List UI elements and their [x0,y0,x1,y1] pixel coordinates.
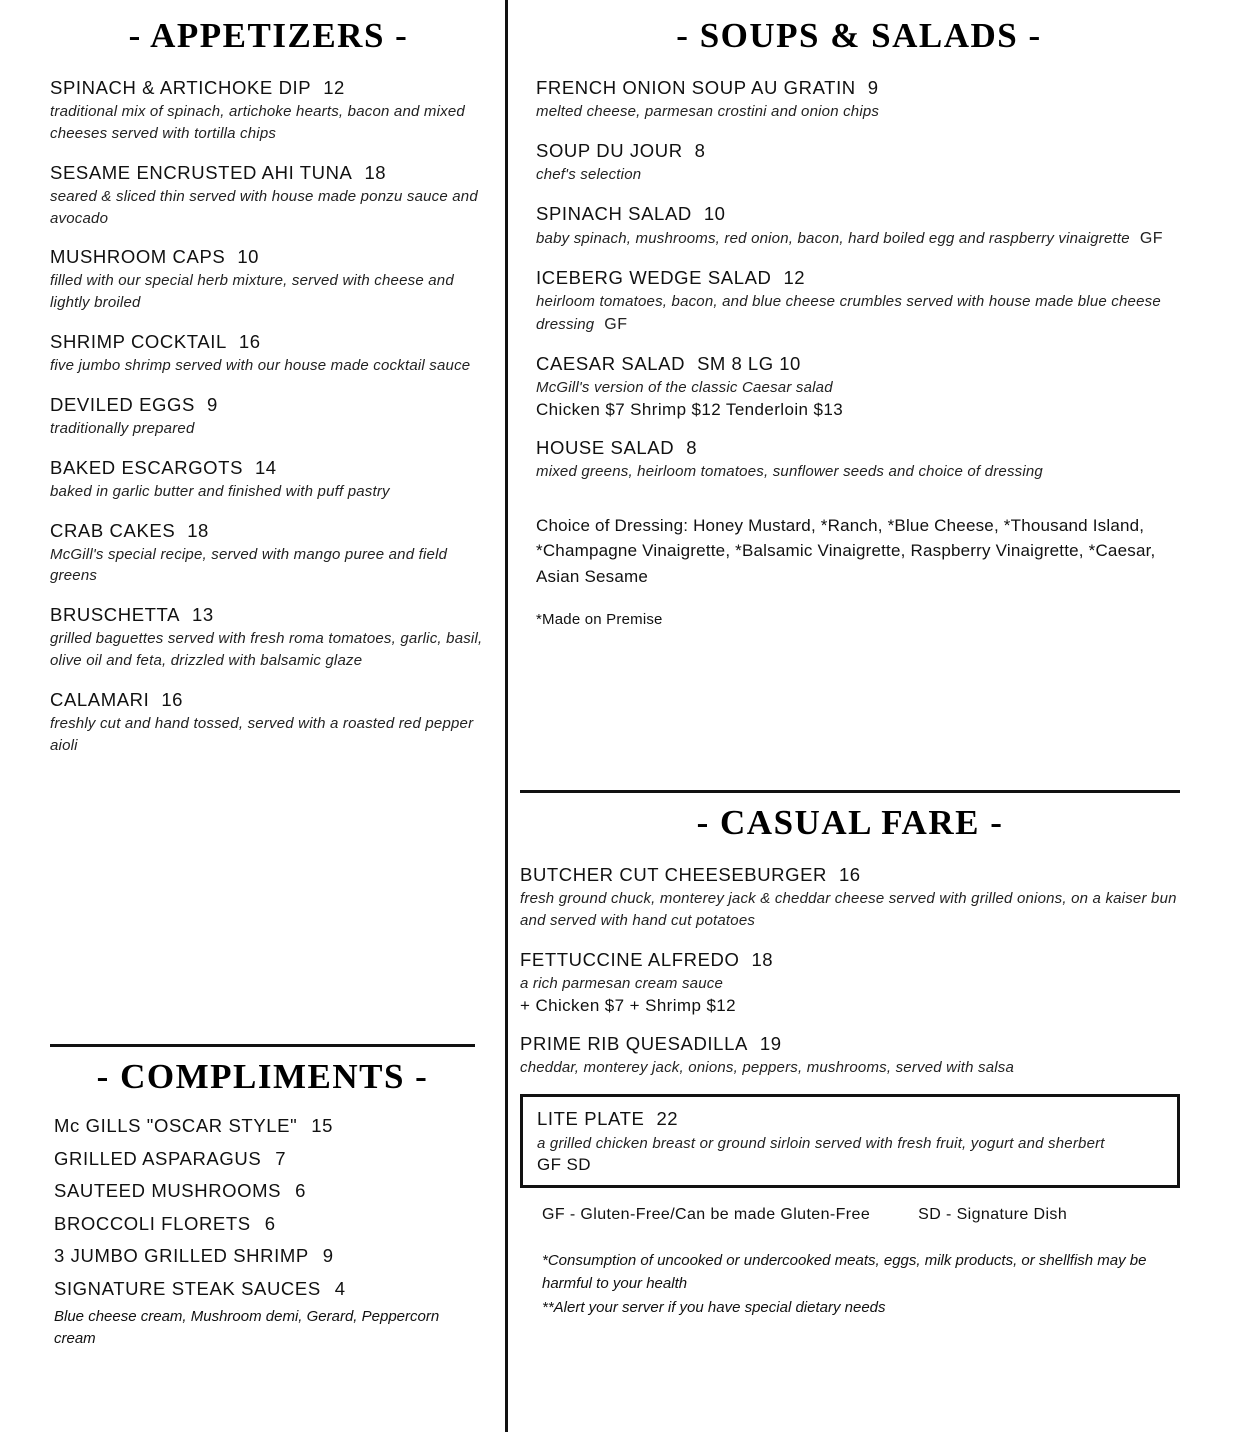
compliment-price: 15 [311,1115,334,1136]
description-text: heirloom tomatoes, bacon, and blue cheese crumbles served with house made blue cheese dressing [536,293,1161,333]
menu-item-heading [520,863,1180,886]
menu-item-price: 13 [192,604,214,626]
menu-item [536,76,1182,123]
list-item [54,1247,475,1266]
menu-item-heading [537,1107,1165,1130]
menu-item-price: SM 8 LG 10 [697,353,801,375]
menu-item-name: DEVILED EGGS [50,393,195,415]
compliment-name: BROCCOLI FLORETS [54,1212,251,1234]
compliment-name: SIGNATURE STEAK SAUCES [54,1277,321,1299]
menu-item-name: SPINACH & ARTICHOKE DIP [50,77,312,98]
menu-item-heading [50,393,487,416]
menu-item-heading [50,330,487,353]
compliment-name: SAUTEED MUSHROOMS [54,1180,282,1201]
menu-item-name: LITE PLATE [537,1108,645,1130]
menu-item-heading [520,1032,1180,1055]
casual-fare-divider [520,790,1180,793]
menu-item-description: chef's selection [536,166,642,183]
menu-item-price: 14 [255,456,277,478]
compliments-divider [50,1044,475,1047]
menu-item [536,139,1182,186]
footnote-dietary: **Alert your server if you have special dietary needs [542,1299,886,1317]
compliment-price: 6 [264,1212,276,1234]
compliments-title: - COMPLIMENTS - [96,1057,429,1096]
menu-item [50,393,487,440]
menu-item-name: FETTUCCINE ALFREDO [520,948,740,970]
menu-item-heading [536,436,1182,459]
list-item [54,1277,475,1299]
compliment-name: GRILLED ASPARAGUS [54,1147,262,1169]
menu-item [50,161,487,230]
menu-item-name: BUTCHER CUT CHEESEBURGER [520,864,828,885]
compliment-price: 7 [275,1147,287,1169]
menu-item-name: FRENCH ONION SOUP AU GRATIN [536,77,856,98]
menu-item-heading [50,519,487,542]
compliment-name: Mc GILLS "OSCAR STYLE" [54,1115,298,1136]
menu-item-description: mixed greens, heirloom tomatoes, sunflower seeds and choice of dressing [536,463,1043,481]
menu-item-heading [50,161,487,184]
menu-item-price: 8 [686,437,697,458]
menu-item-addons: + Chicken $7 + Shrimp $12 [520,995,737,1015]
list-item [54,1212,475,1234]
menu-item-description [536,227,1182,250]
menu-item [50,330,487,377]
menu-item-description: freshly cut and hand tossed, served with a roasted red pepper aioli [50,714,474,754]
menu-item-addons: Chicken $7 Shrimp $12 Tenderloin $13 [536,400,844,419]
menu-item-name: SPINACH SALAD [536,202,692,224]
menu-item-heading [50,456,487,479]
menu-item-heading [50,603,487,626]
legend-signature-dish: SD - Signature Dish [918,1206,1068,1224]
column-divider [505,0,508,1432]
compliments-list [50,1117,475,1350]
menu-item-heading [50,688,487,711]
list-item [54,1117,475,1136]
description-text: baby spinach, mushrooms, red onion, bacon, hard boiled egg and raspberry vinaigrette [536,229,1130,247]
gluten-free-tag: GF [1139,229,1164,247]
legend-gluten-free: GF - Gluten-Free/Can be made Gluten-Free [542,1206,871,1224]
menu-item-heading [536,202,1182,225]
compliment-price: 9 [322,1245,334,1266]
menu-item-description: seared & sliced thin served with house made ponzu sauce and avocado [50,187,478,227]
menu-item-price: 12 [323,77,345,98]
menu-item-price: 18 [364,161,387,183]
menu-item-name: SOUP DU JOUR [536,139,683,161]
menu-item-name: CAESAR SALAD [536,353,686,375]
menu-item-description: fresh ground chuck, monterey jack & cheddar cheese served with grilled onions, on a kaiser bun and served with hand cut potatoes [520,890,1177,929]
compliments-note: Blue cheese cream, Mushroom demi, Gerard, Peppercorn cream [54,1308,440,1347]
menu-item-heading [50,245,487,268]
menu-item-name: HOUSE SALAD [536,437,675,458]
appetizers-title: - APPETIZERS - [128,16,409,55]
list-item [54,1182,475,1201]
menu-item-price: 16 [839,864,861,885]
menu-item [520,1032,1180,1079]
menu-item-price: 12 [783,267,806,289]
compliment-name: 3 JUMBO GRILLED SHRIMP [54,1245,309,1266]
menu-item-name: BRUSCHETTA [50,604,181,626]
menu-item-description: McGill's special recipe, served with mango puree and field greens [50,545,448,585]
menu-item-heading [536,266,1182,289]
menu-item [50,76,487,145]
menu-item-heading [520,948,1180,971]
menu-item-price: 22 [656,1108,679,1130]
compliment-price: 4 [334,1277,346,1299]
menu-item-price: 8 [694,139,706,161]
menu-item-description: melted cheese, parmesan crostini and onion chips [536,103,880,121]
menu-item-description [536,291,1182,336]
menu-item-description: a rich parmesan cream sauce [520,974,723,992]
menu-item [50,456,487,503]
menu-item-price: 9 [206,393,218,415]
menu-item-price: 18 [751,948,774,970]
menu-item-price: 10 [703,202,726,224]
compliment-price: 6 [295,1180,306,1201]
menu-item-description: baked in garlic butter and finished with puff pastry [50,482,390,500]
soups-salads-title: - SOUPS & SALADS - [676,16,1042,55]
menu-item-description: filled with our special herb mixture, served with cheese and lightly broiled [50,272,454,312]
menu-item [536,266,1182,336]
menu-item-description: cheddar, monterey jack, onions, peppers, mushrooms, served with salsa [520,1058,1015,1076]
menu-item [536,202,1182,250]
gluten-free-tag: GF [604,315,628,333]
menu-item-name: SHRIMP COCKTAIL [50,330,227,352]
menu-item-price: 18 [187,519,209,541]
menu-item-name: SESAME ENCRUSTED AHI TUNA [50,161,353,183]
lite-plate-box [520,1094,1180,1188]
menu-item [536,436,1182,483]
lite-plate-tags: GF SD [537,1155,591,1175]
footnotes [542,1250,1180,1320]
list-item [54,1147,475,1169]
dressing-choices: Choice of Dressing: Honey Mustard, *Ranch, *Blue Cheese, *Thousand Island, *Champagne Vinaigrette, *Balsamic Vinaigrette, Raspberry Vinaigrette, *Caesar, Asian Sesame [536,515,1156,586]
menu-item-name: MUSHROOM CAPS [50,246,226,268]
menu-item-price: 19 [759,1032,782,1054]
menu-item-heading [536,76,1182,99]
menu-item [50,245,487,314]
menu-item [50,603,487,672]
menu-item-heading [536,139,1182,162]
menu-item-heading [536,352,1182,375]
menu-item-name: CRAB CAKES [50,519,176,541]
menu-item-name: BAKED ESCARGOTS [50,456,244,478]
menu-item [520,863,1180,932]
menu-item-description: five jumbo shrimp served with our house made cocktail sauce [50,357,471,374]
menu-item-heading [50,76,487,99]
menu-item-description: traditional mix of spinach, artichoke hearts, bacon and mixed cheeses served with tortilla chips [50,103,465,142]
menu-item-description: grilled baguettes served with fresh roma tomatoes, garlic, basil, olive oil and feta, drizzled with balsamic glaze [50,630,483,669]
menu-item [50,688,487,757]
compliments-section [50,1044,475,1350]
menu-item-name: PRIME RIB QUESADILLA [520,1032,748,1054]
menu-item-description: traditionally prepared [50,419,195,437]
made-on-premise-note: *Made on Premise [536,611,663,629]
legend [542,1206,1180,1224]
casual-fare-section [520,790,1180,1322]
menu-item [520,948,1180,1016]
menu-item-name: ICEBERG WEDGE SALAD [536,267,772,289]
menu-item-price: 16 [238,330,261,352]
footnote-consumption: *Consumption of uncooked or undercooked meats, eggs, milk products, or shellfish may be harmful to your health [542,1252,1147,1292]
menu-item [50,519,487,588]
menu-item-price: 16 [161,688,183,710]
menu-item-description: a grilled chicken breast or ground sirloin served with fresh fruit, yogurt and sherbert [537,1134,1105,1152]
menu-item-name: CALAMARI [50,688,150,710]
menu-item-price: 10 [237,246,259,268]
menu-item [536,352,1182,420]
menu-item-price: 9 [867,77,879,98]
menu-item-description: McGill's version of the classic Caesar salad [536,379,833,397]
casual-fare-title: - CASUAL FARE - [696,803,1004,842]
